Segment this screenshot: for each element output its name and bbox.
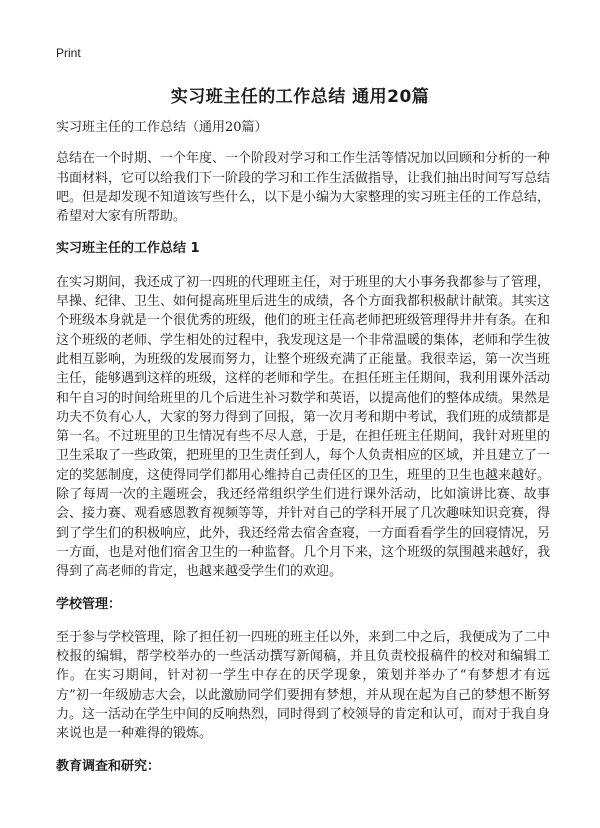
section-body-1: 在实习期间，我还成了初一四班的代理班主任，对于班里的大小事务我都参与了管理，早操、纪律、卫生、如何提高班里后进生的成绩，各个方面我都积极献计献策。其实这个班级本身就是一个很优秀的班级，他们的班主任高老师把班级管理得井井有条。在和这个班级的老师、学生相处的过程中，我发现这是一个非常温暖的集体，老师和学生彼此相互影响，为班级的发展而努力，让整个班级充满了正能量。我很幸运，第一次当班主任，能够遇到这样的班级，这样的老师和学生。在担任班主任期间，我利用课外活动和午自习的时间给班里的几个后进生补习数学和英语，以提高他们的整体成绩。果然是功夫不负有心人，大家的努力得到了回报，第一次月考和期中考试，我们班的成绩都是第一名。不过班里的卫生情况有些不尽人意，于是，在担任班主任期间，我针对班里的卫生采取了一些政策，把班里的卫生责任到人，每个人负责相应的区域，并且建立了一定的奖惩制度，这使得同学们都用心维持自己责任区的卫生，班里的卫生也越来越好。除了每周一次的主题班会，我还经常组织学生们进行课外活动，比如演讲比赛、故事会、接力赛、观看感恩教育视频等等，并针对自己的学科开展了几次趣味知识竞赛，得到了学生们的积极响应，此外，我还经常去宿舍查寝，一方面看看学生的回寝情况，另一方面，也是对他们宿舍卫生的一种监督。几个月下来，这个班级的氛围越来越好，我得到了高老师的肯定，也越来越受学生们的欢迎。 — [56, 274, 551, 580]
document-title: 实习班主任的工作总结 通用20篇 — [170, 87, 430, 107]
section-body-school-management: 至于参与学校管理，除了担任初一四班的班主任以外，来到二中之后，我便成为了二中校报的编辑，帮学校举办的一些活动撰写新闻稿，并且负责校报稿件的校对和编辑工作。在实习期间，针对初一学生中存在的厌学现象，策划并举办了“有梦想才有远方”初一年级励志大会，以此激励同学们要拥有梦想，并从现在起为自己的梦想不断努力。这一活动在学生中间的反响热烈，同时得到了校领导的肯定和认可，而对于我自身来说也是一种难得的锻炼。 — [56, 629, 551, 742]
section-heading-1: 实习班主任的工作总结 1 — [56, 241, 200, 257]
section-heading-research: 教育调查和研究： — [56, 758, 161, 774]
intro-paragraph: 总结在一个时期、一个年度、一个阶段对学习和工作生活等情况加以回顾和分析的一种书面材料，它可以给我们下一阶段的学习和工作生活做指导，让我们抽出时间写写总结吧。但是却发现不知道该写些什么，以下是小编为大家整理的实习班主任的工作总结，希望对大家有所帮助。 — [56, 151, 551, 225]
document-body — [56, 118, 550, 790]
section-heading-school-management: 学校管理： — [56, 596, 122, 612]
document-subtitle: 实习班主任的工作总结（通用20篇） — [56, 120, 268, 135]
print-link[interactable]: Print — [56, 46, 81, 60]
